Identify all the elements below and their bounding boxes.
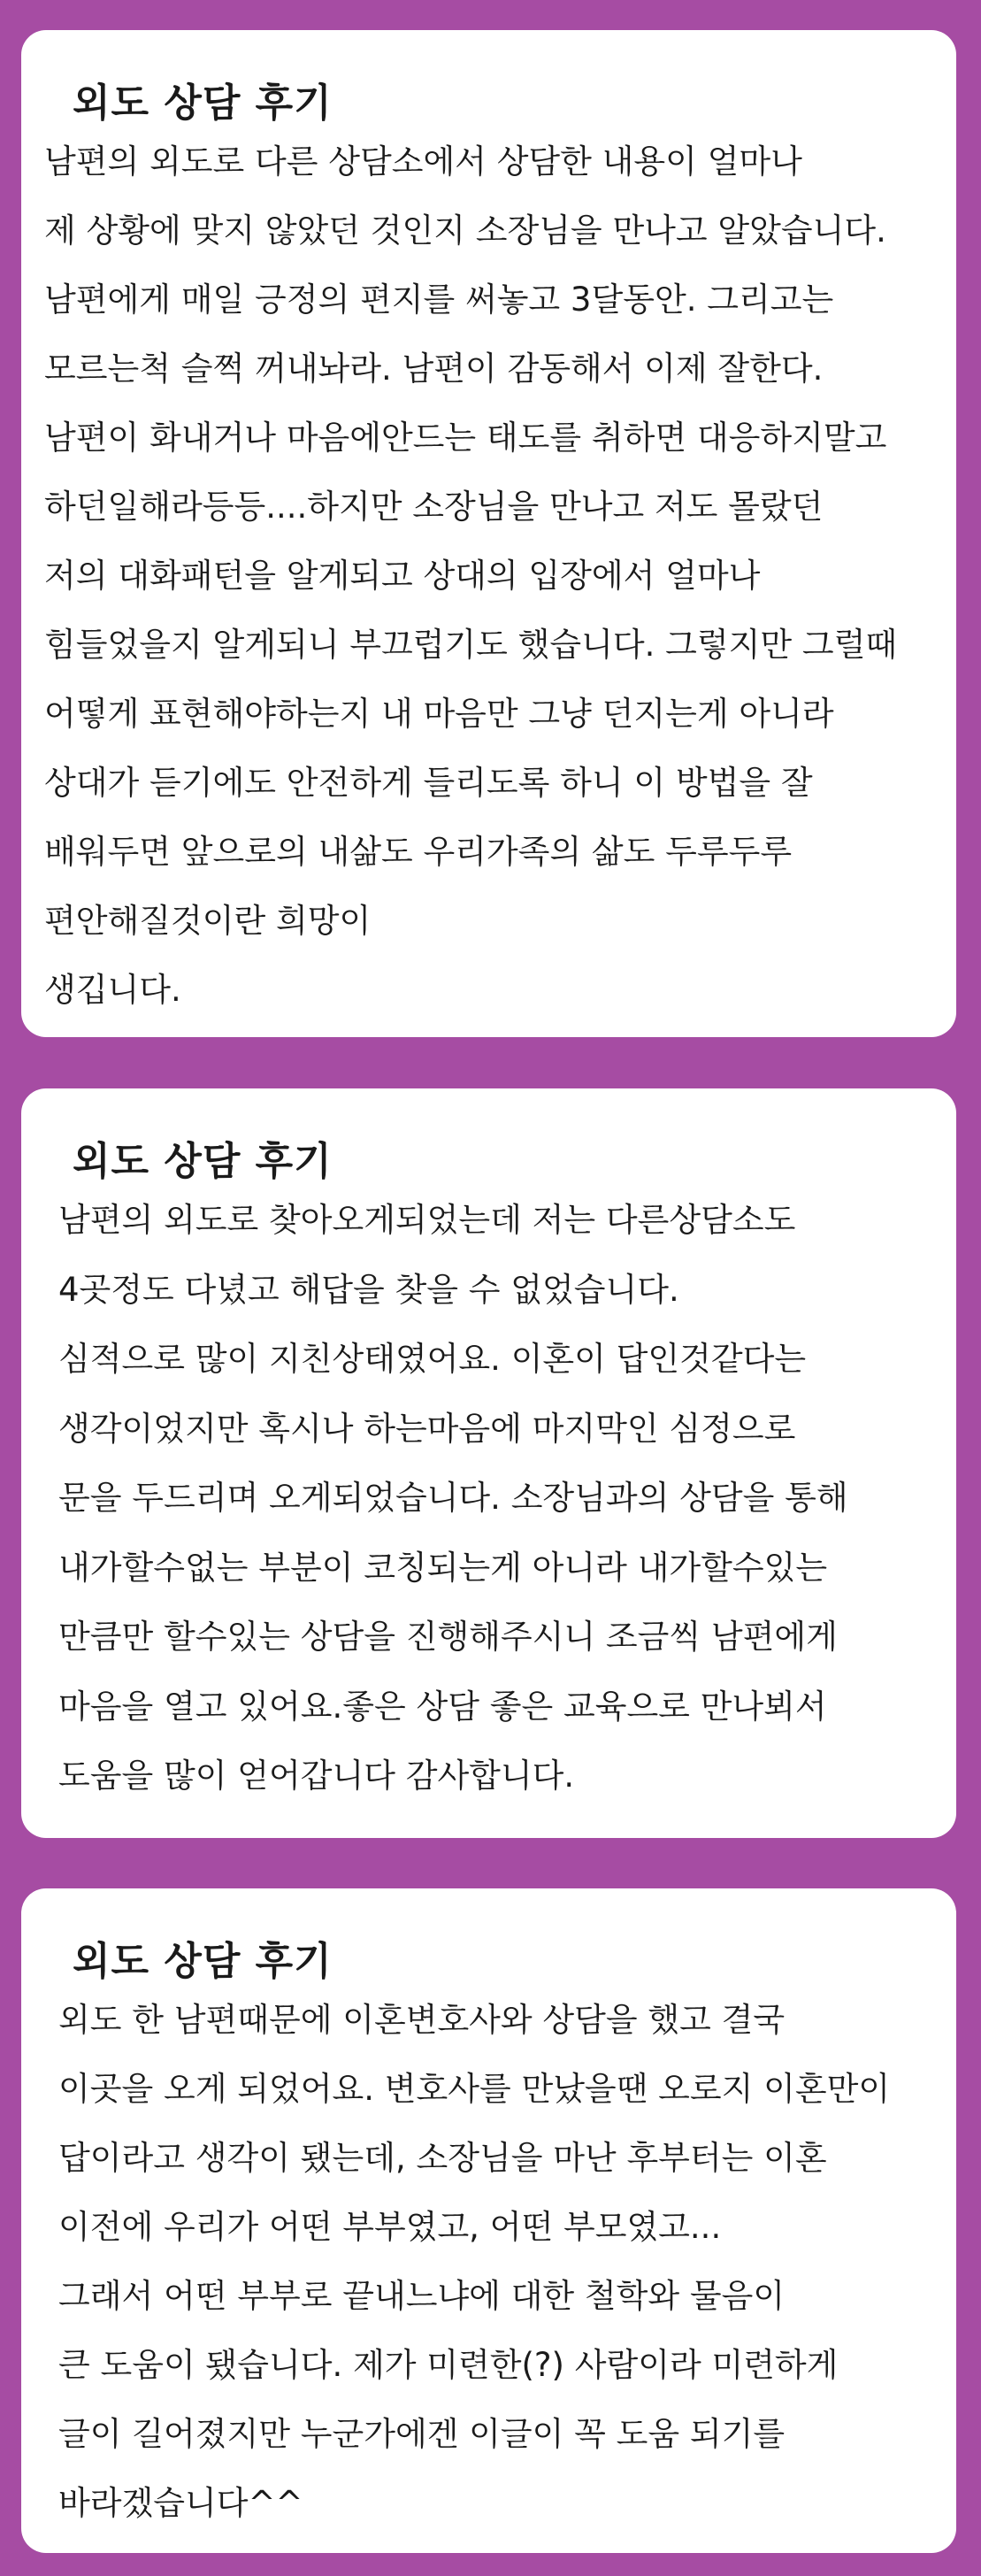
review-card-1: [21, 30, 956, 1037]
review-line: 도움을 많이 얻어갑니다 감사합니다.: [58, 1757, 575, 1795]
review-body: [58, 1186, 848, 1811]
review-title: 외도 상담 후기: [73, 1939, 333, 1984]
review-line: 편안해질것이란 희망이: [44, 902, 372, 940]
review-title: 외도 상담 후기: [73, 81, 333, 126]
review-line: 글이 길어졌지만 누군가에겐 이글이 꼭 도움 되기를: [58, 2415, 786, 2453]
review-line: 남편의 외도로 찾아오게되었는데 저는 다른상담소도: [58, 1201, 796, 1239]
review-line: 모르는척 슬쩍 꺼내놔라. 남편이 감동해서 이제 잘한다.: [44, 350, 824, 388]
review-line: 큰 도움이 됐습니다. 제가 미련한(?) 사람이라 미련하게: [58, 2346, 839, 2384]
review-body: [58, 1986, 890, 2538]
review-line: 남편에게 매일 긍정의 편지를 써놓고 3달동안. 그리고는: [44, 281, 834, 319]
review-line: 남편이 화내거나 마음에안드는 태도를 취하면 대응하지말고: [44, 419, 887, 457]
review-line: 내가할수없는 부분이 코칭되는게 아니라 내가할수있는: [58, 1548, 828, 1587]
review-line: 제 상황에 맞지 않았던 것인지 소장님을 만나고 알았습니다.: [44, 211, 886, 250]
review-line: 외도 한 남편때문에 이혼변호사와 상담을 했고 결국: [58, 2001, 786, 2039]
review-line: 만큼만 할수있는 상담을 진행해주시니 조금씩 남편에게: [58, 1618, 838, 1656]
review-line: 생각이었지만 혹시나 하는마음에 마지막인 심정으로: [58, 1409, 796, 1448]
review-line: 이곳을 오게 되었어요. 변호사를 만났을땐 오로지 이혼만이: [58, 2070, 891, 2108]
review-title: 외도 상담 후기: [73, 1139, 333, 1184]
review-line: 하던일해라등등....하지만 소장님을 만나고 저도 몰랐던: [44, 488, 824, 526]
review-line: 생깁니다.: [44, 971, 181, 1009]
review-line: 바라겠습니다^^: [58, 2484, 303, 2522]
review-card-2: [21, 1088, 956, 1838]
review-line: 이전에 우리가 어떤 부부였고, 어떤 부모였고...: [58, 2208, 722, 2246]
review-line: 그래서 어떤 부부로 끝내느냐에 대한 철학와 물음이: [58, 2277, 786, 2315]
review-line: 심적으로 많이 지친상태였어요. 이혼이 답인것같다는: [58, 1340, 807, 1378]
review-line: 남편의 외도로 다른 상담소에서 상담한 내용이 얼마나: [44, 142, 802, 181]
review-line: 저의 대화패턴을 알게되고 상대의 입장에서 얼마나: [44, 557, 761, 595]
review-body: [44, 127, 897, 1025]
review-line: 마음을 열고 있어요.좋은 상담 좋은 교육으로 만나뵈서: [58, 1687, 827, 1726]
review-line: 어떻게 표현해야하는지 내 마음만 그냥 던지는게 아니라: [44, 695, 834, 733]
review-line: 4곳정도 다녔고 해답을 찾을 수 없었습니다.: [58, 1270, 679, 1309]
review-line: 배워두면 앞으로의 내삶도 우리가족의 삶도 두루두루: [44, 833, 793, 871]
review-line: 힘들었을지 알게되니 부끄럽기도 했습니다. 그렇지만 그럴때: [44, 626, 898, 664]
review-line: 문을 두드리며 오게되었습니다. 소장님과의 상담을 통해: [58, 1479, 848, 1517]
review-card-3: [21, 1888, 956, 2553]
review-line: 답이라고 생각이 됐는데, 소장님을 마난 후부터는 이혼: [58, 2139, 827, 2177]
review-line: 상대가 듣기에도 안전하게 들리도록 하니 이 방법을 잘: [44, 764, 813, 802]
